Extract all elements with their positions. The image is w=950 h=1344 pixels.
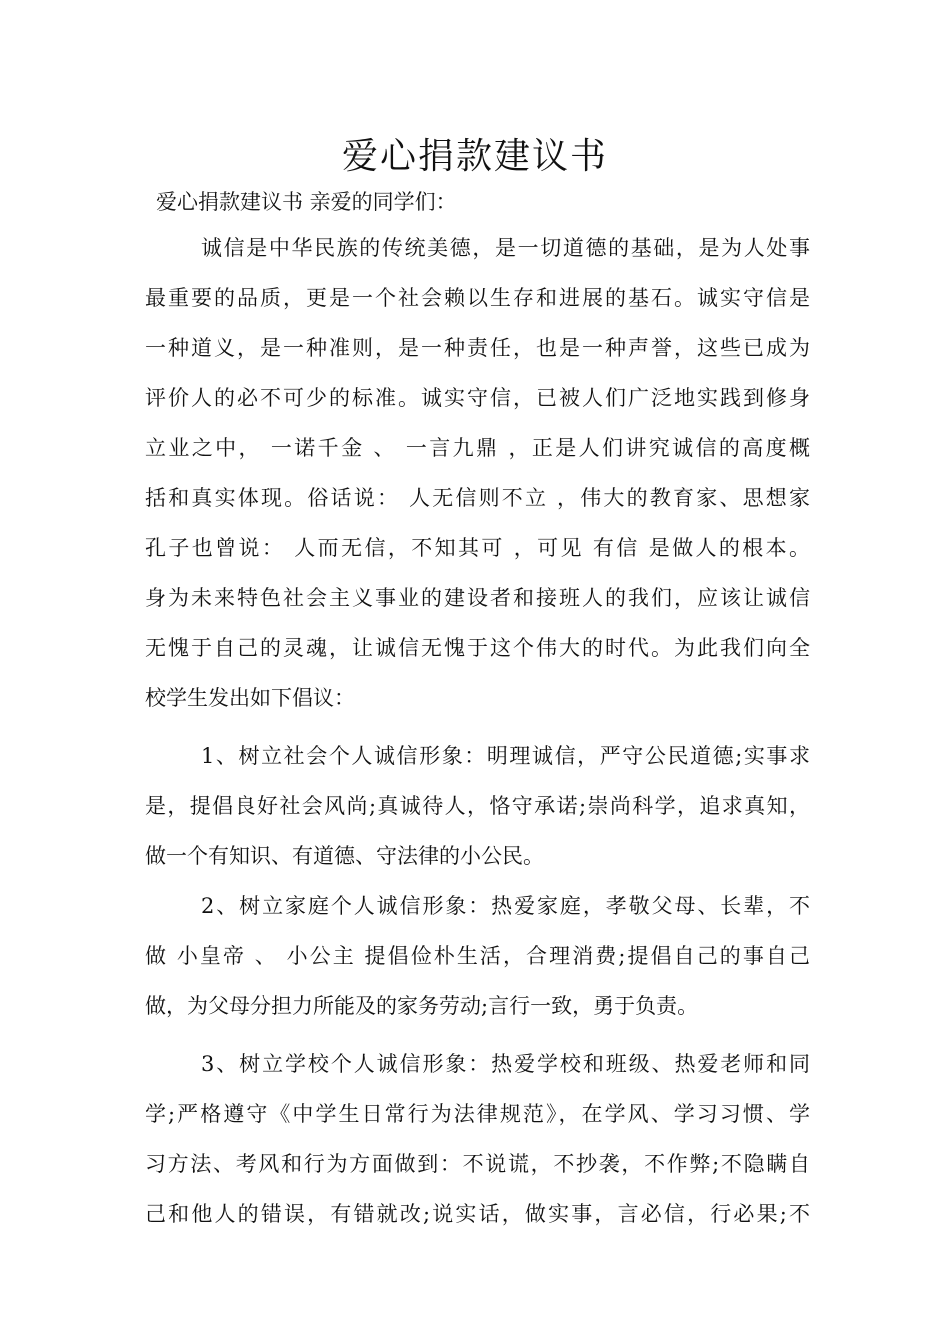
body-line: 己和他人的错误，有错就改;说实话，做实事，言必信，行必果;不 — [145, 1202, 810, 1226]
body-line: 括和真实体现。俗话说： 人无信则不立 ，伟大的教育家、思想家 — [145, 486, 810, 510]
body-line: 立业之中， 一诺千金 、 一言九鼎 ，正是人们讲究诚信的高度概 — [145, 436, 810, 460]
document-body — [145, 232, 810, 1248]
body-line: 1、树立社会个人诚信形象：明理诚信，严守公民道德;实事求 — [201, 744, 810, 768]
body-line: 最重要的品质，更是一个社会赖以生存和进展的基石。诚实守信是 — [145, 286, 810, 310]
body-line: 无愧于自己的灵魂，让诚信无愧于这个伟大的时代。为此我们向全 — [145, 636, 810, 660]
document-title: 爱心捐款建议书 — [341, 136, 608, 177]
body-line: 孔子也曾说： 人而无信，不知其可 ，可见 有信 是做人的根本。 — [145, 536, 810, 560]
body-line: 一种道义，是一种准则，是一种责任，也是一种声誉，这些已成为 — [145, 336, 810, 360]
body-line: 习方法、考风和行为方面做到：不说谎，不抄袭，不作弊;不隐瞒自 — [145, 1152, 810, 1176]
document-salutation: 爱心捐款建议书 亲爱的同学们： — [156, 190, 457, 214]
body-line: 学;严格遵守《中学生日常行为法律规范》，在学风、学习习惯、学 — [145, 1102, 810, 1126]
body-line: 诚信是中华民族的传统美德，是一切道德的基础，是为人处事 — [201, 236, 810, 260]
body-line: 做 小皇帝 、 小公主 提倡俭朴生活，合理消费;提倡自己的事自己 — [145, 944, 810, 968]
body-line: 做一个有知识、有道德、守法律的小公民。 — [145, 844, 544, 868]
body-line: 身为未来特色社会主义事业的建设者和接班人的我们，应该让诚信 — [145, 586, 810, 610]
body-line: 做，为父母分担力所能及的家务劳动;言行一致，勇于负责。 — [145, 994, 699, 1018]
body-line: 3、树立学校个人诚信形象：热爱学校和班级、热爱老师和同 — [201, 1052, 810, 1076]
body-line: 评价人的必不可少的标准。诚实守信，已被人们广泛地实践到修身 — [145, 386, 810, 410]
body-line: 校学生发出如下倡议： — [145, 686, 355, 710]
body-line: 2、树立家庭个人诚信形象：热爱家庭，孝敬父母、长辈，不 — [201, 894, 810, 918]
body-line: 是，提倡良好社会风尚;真诚待人，恪守承诺;崇尚科学，追求真知， — [145, 794, 810, 818]
